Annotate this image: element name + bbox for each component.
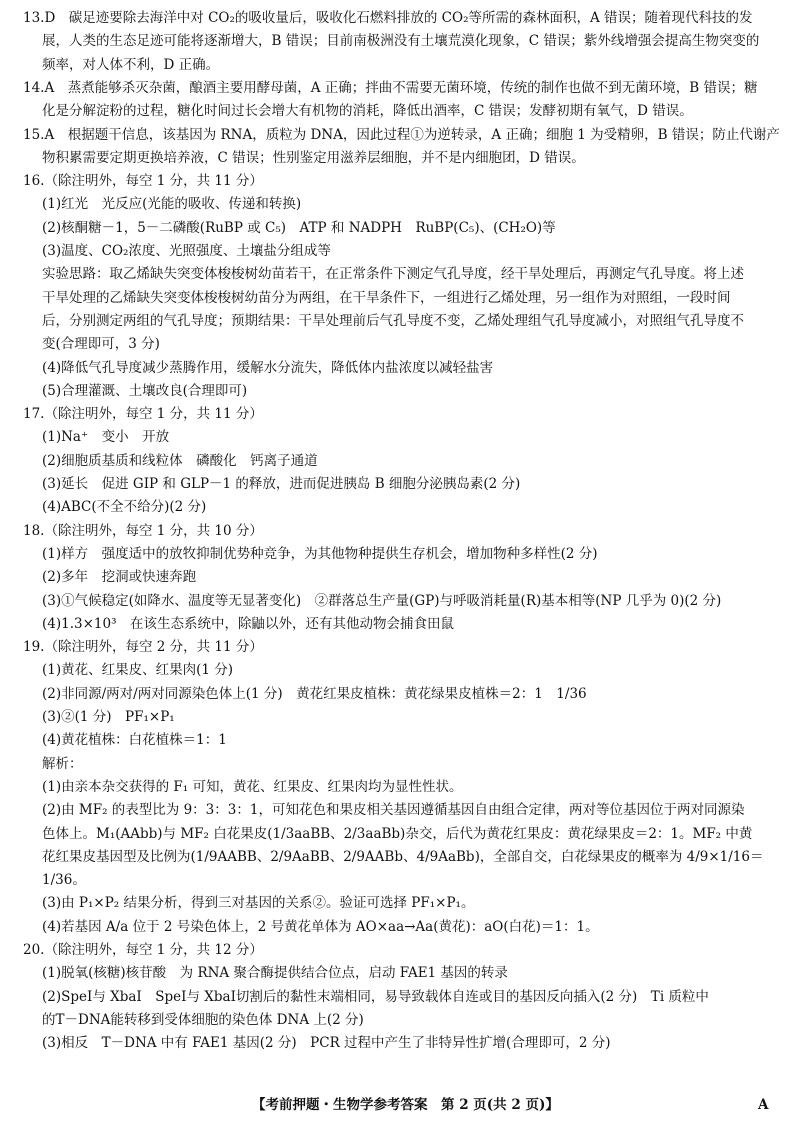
answer-line: (3)温度、CO₂浓度、光照强度、土壤盐分组成等: [42, 243, 331, 259]
answer-line: (2)由 MF₂ 的表型比为 9：3：3：1，可知花色和果皮相关基因遵循基因自由组合定律，两对等位基因位于两对同源染: [42, 802, 745, 819]
answer-line: (4)1.3×10³ 在该生态系统中，除鼬以外，还有其他动物会捕食田鼠: [42, 615, 454, 632]
answer-line: (1)黄花、红果皮、红果肉(1 分): [42, 662, 234, 679]
answer-line: 18.（除注明外，每空 1 分，共 10 分）: [23, 522, 263, 539]
page-footer: [0, 1094, 800, 1116]
answer-line: 13.D 碳足迹要除去海洋中对 CO₂的吸收量后，吸收化石燃料排放的 CO₂等所需的森林面积，A 错误；随着现代科技的发: [23, 10, 753, 26]
answer-line: (3)由 P₁×P₂ 结果分析，得到三对基因的关系②。验证可选择 PF₁×P₁。: [42, 895, 475, 912]
answer-line: 15.A 根据题干信息，该基因为 RNA，质粒为 DNA，因此过程①为逆转录，A 正确；细胞 1 为受精卵，B 错误；防止代谢产: [23, 126, 780, 143]
answer-line: (4)若基因 A/a 位于 2 号染色体上，2 号黄花单体为 AO×aa→Aa(黄花)：aO(白花)＝1：1。: [42, 918, 599, 935]
answer-line: (5)合理灌溉、土壤改良(合理即可): [42, 382, 248, 399]
answer-line: (2)核酮糖－1，5－二磷酸(RuBP 或 C₅) ATP 和 NADPH RuBP(C₅)、(CH₂O)等: [42, 219, 556, 236]
answer-line: 花红果皮基因型及比例为(1/9AABB、2/9AaBB、2/9AABb、4/9AaBb)，全部自交，白花绿果皮的概率为 4/9×1/16＝: [42, 848, 764, 865]
version-label: A: [758, 1097, 769, 1113]
answer-line: (2)多年 挖洞或快速奔跑: [42, 569, 197, 586]
answer-line: 1/36。: [42, 872, 86, 889]
answer-line: (1)样方 强度适中的放牧抑制优势种竞争，为其他物种提供生存机会，增加物种多样性(2 分): [42, 545, 598, 562]
answer-line: (4)黄花植株：白花植株＝1：1: [42, 732, 227, 749]
answer-line: 后，分别测定两组的气孔导度；预期结果：干旱处理前后气孔导度不变，乙烯处理组气孔导度减小，对照组气孔导度不: [42, 312, 744, 329]
answer-line: (3)相反 T－DNA 中有 FAE1 基因(2 分) PCR 过程中产生了非特异性扩增(合理即可，2 分): [42, 1035, 611, 1052]
answer-line: 解析：: [42, 755, 83, 772]
answer-line: (2)细胞质基质和线粒体 磷酸化 钙离子通道: [42, 452, 318, 469]
answer-line: 17.（除注明外，每空 1 分，共 11 分）: [23, 406, 263, 423]
answer-line: 色体上。M₁(AAbb)与 MF₂ 白花果皮(1/3aaBB、2/3aaBb)杂交，后代为黄花红果皮：黄花绿果皮＝2：1。MF₂ 中黄: [42, 825, 753, 842]
answer-line: 16.（除注明外，每空 1 分，共 11 分）: [23, 173, 263, 190]
answer-line: 展，人类的生态足迹可能将逐渐增大，B 错误；目前南极洲没有土壤荒漠化现象，C 错误；紫外线增强会提高生物突变的: [42, 33, 760, 50]
answer-line: (3)②(1 分) PF₁×P₁: [42, 709, 175, 725]
answer-line: (3)延长 促进 GIP 和 GLP－1 的释放，进而促进胰岛 B 细胞分泌胰岛素(2 分): [42, 476, 521, 492]
answer-line: 干旱处理的乙烯缺失突变体梭梭树幼苗分为两组，在干旱条件下，一组进行乙烯处理，另一组作为对照组，一段时间: [42, 289, 731, 306]
answer-line: (4)ABC(不全不给分)(2 分): [42, 499, 207, 516]
answer-line: (2)SpeⅠ与 XbaⅠ SpeⅠ与 XbaⅠ切割后的黏性末端相同，易导致载体自连或目的基因反向插入(2 分) Ti 质粒中: [42, 988, 709, 1005]
answer-line: (1)脱氧(核糖)核苷酸 为 RNA 聚合酶提供结合位点，启动 FAE1 基因的转录: [42, 965, 508, 982]
answer-line: 物积累需要定期更换培养液，C 错误；性别鉴定用滋养层细胞，并不是内细胞团，D 错误。: [42, 149, 585, 166]
answer-line: (4)降低气孔导度减少蒸腾作用，缓解水分流失，降低体内盐浓度以减轻盐害: [42, 359, 494, 376]
answer-line: 频率，对人体不利，D 正确。: [42, 56, 220, 73]
answer-line: (1)Na⁺ 变小 开放: [42, 429, 170, 446]
answer-line: (1)红光 光反应(光能的吸收、传递和转换): [42, 196, 302, 213]
answer-line: 实验思路：取乙烯缺失突变体梭梭树幼苗若干，在正常条件下测定气孔导度，经干旱处理后，再测定气孔导度。将上述: [42, 266, 744, 283]
answer-line: 19.（除注明外，每空 2 分，共 11 分）: [23, 639, 263, 656]
answer-line: (2)非同源/两对/两对同源染色体上(1 分) 黄花红果皮植株：黄花绿果皮植株＝2：1 1/36: [42, 685, 587, 702]
answer-line: 变(合理即可，3 分): [42, 336, 160, 353]
answer-line: (3)①气候稳定(如降水、温度等无显著变化) ②群落总生产量(GP)与呼吸消耗量(R)基本相等(NP 几乎为 0)(2 分): [42, 592, 722, 609]
footer-title: 【考前押题・生物学参考答案 第 2 页(共 2 页)】: [252, 1097, 559, 1113]
answer-line: 20.（除注明外，每空 1 分，共 12 分）: [23, 942, 263, 958]
answer-line: 14.A 蒸煮能够杀灭杂菌，酿酒主要用酵母菌，A 正确；拌曲不需要无菌环境，传统的制作也做不到无菌环境，B 错误；糖: [23, 79, 758, 96]
answer-line: 化是分解淀粉的过程，糖化时间过长会增大有机物的消耗，降低出酒率，C 错误；发酵初期有氧气，D 错误。: [42, 103, 693, 120]
answer-line: (1)由亲本杂交获得的 F₁ 可知，黄花、红果皮、红果肉均为显性性状。: [42, 778, 463, 795]
answer-line: 的T－DNA能转移到受体细胞的染色体 DNA 上(2 分): [42, 1011, 364, 1028]
